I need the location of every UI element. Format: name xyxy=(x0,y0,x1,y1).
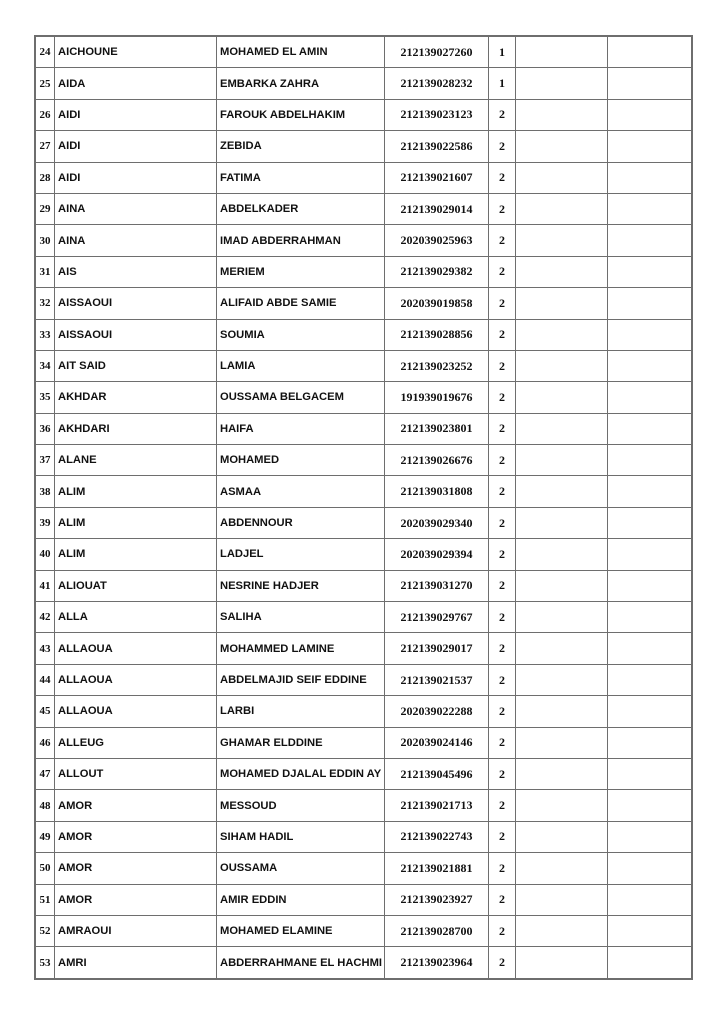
group-cell: 2 xyxy=(489,853,516,884)
empty-cell-1 xyxy=(516,821,608,852)
group-cell: 2 xyxy=(489,131,516,162)
row-number: 46 xyxy=(35,727,55,758)
table-row xyxy=(35,602,692,633)
table-row xyxy=(35,664,692,695)
student-id-cell: 212139023801 xyxy=(385,413,489,444)
table-row xyxy=(35,915,692,946)
table-row xyxy=(35,162,692,193)
empty-cell-2 xyxy=(608,602,693,633)
table-row xyxy=(35,570,692,601)
group-cell: 2 xyxy=(489,225,516,256)
empty-cell-2 xyxy=(608,445,693,476)
table-row xyxy=(35,445,692,476)
empty-cell-2 xyxy=(608,696,693,727)
table-row xyxy=(35,99,692,130)
last-name-cell: AKHDARI xyxy=(55,413,217,444)
table-row xyxy=(35,288,692,319)
group-cell: 2 xyxy=(489,413,516,444)
first-name-cell: ABDENNOUR xyxy=(217,507,385,538)
row-number: 51 xyxy=(35,884,55,915)
first-name-cell: ALIFAID ABDE SAMIE xyxy=(217,288,385,319)
row-number: 42 xyxy=(35,602,55,633)
table-row xyxy=(35,68,692,99)
row-number: 34 xyxy=(35,350,55,381)
row-number: 33 xyxy=(35,319,55,350)
table-row xyxy=(35,790,692,821)
table-row xyxy=(35,413,692,444)
student-id-cell: 202039025963 xyxy=(385,225,489,256)
group-cell: 2 xyxy=(489,256,516,287)
row-number: 40 xyxy=(35,539,55,570)
first-name-cell: MOHAMMED LAMINE xyxy=(217,633,385,664)
first-name-cell: ABDELKADER xyxy=(217,193,385,224)
empty-cell-1 xyxy=(516,350,608,381)
row-number: 41 xyxy=(35,570,55,601)
last-name-cell: ALIM xyxy=(55,507,217,538)
student-id-cell: 212139031808 xyxy=(385,476,489,507)
table-row xyxy=(35,350,692,381)
row-number: 47 xyxy=(35,758,55,789)
student-id-cell: 212139028700 xyxy=(385,915,489,946)
last-name-cell: AINA xyxy=(55,225,217,256)
student-id-cell: 212139022586 xyxy=(385,131,489,162)
student-id-cell: 212139023927 xyxy=(385,884,489,915)
last-name-cell: ALIOUAT xyxy=(55,570,217,601)
empty-cell-1 xyxy=(516,696,608,727)
student-id-cell: 202039019858 xyxy=(385,288,489,319)
empty-cell-2 xyxy=(608,758,693,789)
last-name-cell: AICHOUNE xyxy=(55,36,217,68)
empty-cell-1 xyxy=(516,131,608,162)
group-cell: 2 xyxy=(489,696,516,727)
last-name-cell: AMOR xyxy=(55,790,217,821)
student-id-cell: 212139021607 xyxy=(385,162,489,193)
student-id-cell: 212139029017 xyxy=(385,633,489,664)
row-number: 52 xyxy=(35,915,55,946)
empty-cell-1 xyxy=(516,413,608,444)
group-cell: 2 xyxy=(489,507,516,538)
group-cell: 2 xyxy=(489,476,516,507)
table-row xyxy=(35,225,692,256)
student-id-cell: 212139021881 xyxy=(385,853,489,884)
table-row xyxy=(35,539,692,570)
student-id-cell: 212139031270 xyxy=(385,570,489,601)
first-name-cell: ABDELMAJID SEIF EDDINE xyxy=(217,664,385,695)
row-number: 49 xyxy=(35,821,55,852)
group-cell: 2 xyxy=(489,884,516,915)
row-number: 44 xyxy=(35,664,55,695)
empty-cell-2 xyxy=(608,947,693,979)
last-name-cell: ALLAOUA xyxy=(55,633,217,664)
last-name-cell: AISSAOUI xyxy=(55,288,217,319)
student-id-cell: 212139029014 xyxy=(385,193,489,224)
last-name-cell: AIS xyxy=(55,256,217,287)
empty-cell-2 xyxy=(608,256,693,287)
row-number: 29 xyxy=(35,193,55,224)
row-number: 48 xyxy=(35,790,55,821)
student-id-cell: 202039029394 xyxy=(385,539,489,570)
last-name-cell: AISSAOUI xyxy=(55,319,217,350)
empty-cell-2 xyxy=(608,507,693,538)
group-cell: 1 xyxy=(489,36,516,68)
student-id-cell: 212139028856 xyxy=(385,319,489,350)
last-name-cell: AIDA xyxy=(55,68,217,99)
table-row xyxy=(35,884,692,915)
row-number: 31 xyxy=(35,256,55,287)
first-name-cell: OUSSAMA BELGACEM xyxy=(217,382,385,413)
group-cell: 2 xyxy=(489,602,516,633)
row-number: 50 xyxy=(35,853,55,884)
empty-cell-1 xyxy=(516,288,608,319)
first-name-cell: LADJEL xyxy=(217,539,385,570)
first-name-cell: AMIR EDDIN xyxy=(217,884,385,915)
last-name-cell: AIDI xyxy=(55,162,217,193)
empty-cell-2 xyxy=(608,539,693,570)
row-number: 36 xyxy=(35,413,55,444)
row-number: 35 xyxy=(35,382,55,413)
first-name-cell: EMBARKA ZAHRA xyxy=(217,68,385,99)
student-id-cell: 202039029340 xyxy=(385,507,489,538)
empty-cell-1 xyxy=(516,382,608,413)
empty-cell-2 xyxy=(608,36,693,68)
last-name-cell: AMOR xyxy=(55,853,217,884)
empty-cell-2 xyxy=(608,131,693,162)
table-row xyxy=(35,633,692,664)
table-row xyxy=(35,696,692,727)
last-name-cell: AIT SAID xyxy=(55,350,217,381)
last-name-cell: ALIM xyxy=(55,476,217,507)
group-cell: 2 xyxy=(489,193,516,224)
empty-cell-1 xyxy=(516,319,608,350)
empty-cell-1 xyxy=(516,884,608,915)
last-name-cell: ALLA xyxy=(55,602,217,633)
empty-cell-2 xyxy=(608,193,693,224)
table-row xyxy=(35,727,692,758)
empty-cell-1 xyxy=(516,664,608,695)
empty-cell-2 xyxy=(608,727,693,758)
first-name-cell: NESRINE HADJER xyxy=(217,570,385,601)
table-body xyxy=(35,36,692,979)
group-cell: 2 xyxy=(489,821,516,852)
first-name-cell: HAIFA xyxy=(217,413,385,444)
empty-cell-2 xyxy=(608,382,693,413)
empty-cell-1 xyxy=(516,68,608,99)
group-cell: 2 xyxy=(489,539,516,570)
group-cell: 2 xyxy=(489,947,516,979)
empty-cell-2 xyxy=(608,413,693,444)
last-name-cell: AMRAOUI xyxy=(55,915,217,946)
first-name-cell: ABDERRAHMANE EL HACHMI xyxy=(217,947,385,979)
table-row xyxy=(35,256,692,287)
student-id-cell: 212139028232 xyxy=(385,68,489,99)
group-cell: 2 xyxy=(489,99,516,130)
empty-cell-1 xyxy=(516,193,608,224)
row-number: 26 xyxy=(35,99,55,130)
group-cell: 2 xyxy=(489,790,516,821)
group-cell: 2 xyxy=(489,727,516,758)
table-row xyxy=(35,131,692,162)
last-name-cell: AMRI xyxy=(55,947,217,979)
row-number: 37 xyxy=(35,445,55,476)
table-row xyxy=(35,319,692,350)
empty-cell-1 xyxy=(516,476,608,507)
first-name-cell: ASMAA xyxy=(217,476,385,507)
row-number: 28 xyxy=(35,162,55,193)
student-id-cell: 212139045496 xyxy=(385,758,489,789)
student-list-table xyxy=(34,35,693,980)
first-name-cell: MOHAMED ELAMINE xyxy=(217,915,385,946)
group-cell: 2 xyxy=(489,633,516,664)
last-name-cell: AKHDAR xyxy=(55,382,217,413)
last-name-cell: AINA xyxy=(55,193,217,224)
group-cell: 2 xyxy=(489,445,516,476)
row-number: 45 xyxy=(35,696,55,727)
empty-cell-1 xyxy=(516,99,608,130)
student-id-cell: 212139023252 xyxy=(385,350,489,381)
table-row xyxy=(35,507,692,538)
last-name-cell: ALLAOUA xyxy=(55,664,217,695)
empty-cell-2 xyxy=(608,99,693,130)
first-name-cell: FAROUK ABDELHAKIM xyxy=(217,99,385,130)
empty-cell-2 xyxy=(608,225,693,256)
first-name-cell: LAMIA xyxy=(217,350,385,381)
first-name-cell: MOHAMED xyxy=(217,445,385,476)
first-name-cell: FATIMA xyxy=(217,162,385,193)
group-cell: 2 xyxy=(489,382,516,413)
table-row xyxy=(35,853,692,884)
last-name-cell: ALIM xyxy=(55,539,217,570)
row-number: 39 xyxy=(35,507,55,538)
table-row xyxy=(35,382,692,413)
empty-cell-1 xyxy=(516,36,608,68)
empty-cell-1 xyxy=(516,853,608,884)
empty-cell-2 xyxy=(608,68,693,99)
group-cell: 2 xyxy=(489,288,516,319)
empty-cell-1 xyxy=(516,225,608,256)
last-name-cell: AMOR xyxy=(55,821,217,852)
student-id-cell: 212139021713 xyxy=(385,790,489,821)
empty-cell-1 xyxy=(516,507,608,538)
empty-cell-1 xyxy=(516,947,608,979)
student-id-cell: 212139023964 xyxy=(385,947,489,979)
first-name-cell: MESSOUD xyxy=(217,790,385,821)
group-cell: 2 xyxy=(489,319,516,350)
empty-cell-1 xyxy=(516,790,608,821)
empty-cell-1 xyxy=(516,445,608,476)
empty-cell-1 xyxy=(516,633,608,664)
student-id-cell: 212139021537 xyxy=(385,664,489,695)
first-name-cell: MERIEM xyxy=(217,256,385,287)
group-cell: 2 xyxy=(489,664,516,695)
empty-cell-2 xyxy=(608,319,693,350)
first-name-cell: GHAMAR ELDDINE xyxy=(217,727,385,758)
empty-cell-1 xyxy=(516,602,608,633)
table-row xyxy=(35,476,692,507)
table-row xyxy=(35,821,692,852)
student-id-cell: 191939019676 xyxy=(385,382,489,413)
row-number: 38 xyxy=(35,476,55,507)
row-number: 43 xyxy=(35,633,55,664)
row-number: 25 xyxy=(35,68,55,99)
first-name-cell: IMAD ABDERRAHMAN xyxy=(217,225,385,256)
group-cell: 2 xyxy=(489,570,516,601)
empty-cell-1 xyxy=(516,915,608,946)
group-cell: 1 xyxy=(489,68,516,99)
empty-cell-2 xyxy=(608,476,693,507)
first-name-cell: SIHAM HADIL xyxy=(217,821,385,852)
empty-cell-2 xyxy=(608,288,693,319)
student-id-cell: 212139029767 xyxy=(385,602,489,633)
last-name-cell: AMOR xyxy=(55,884,217,915)
group-cell: 2 xyxy=(489,350,516,381)
empty-cell-2 xyxy=(608,664,693,695)
row-number: 32 xyxy=(35,288,55,319)
student-id-cell: 212139023123 xyxy=(385,99,489,130)
empty-cell-2 xyxy=(608,570,693,601)
empty-cell-1 xyxy=(516,570,608,601)
student-id-cell: 212139026676 xyxy=(385,445,489,476)
last-name-cell: ALLOUT xyxy=(55,758,217,789)
empty-cell-2 xyxy=(608,633,693,664)
last-name-cell: ALLAOUA xyxy=(55,696,217,727)
table-row xyxy=(35,36,692,68)
last-name-cell: AIDI xyxy=(55,99,217,130)
first-name-cell: SOUMIA xyxy=(217,319,385,350)
row-number: 24 xyxy=(35,36,55,68)
last-name-cell: AIDI xyxy=(55,131,217,162)
group-cell: 2 xyxy=(489,758,516,789)
empty-cell-2 xyxy=(608,853,693,884)
row-number: 27 xyxy=(35,131,55,162)
empty-cell-1 xyxy=(516,539,608,570)
table-row xyxy=(35,947,692,979)
first-name-cell: ZEBIDA xyxy=(217,131,385,162)
empty-cell-1 xyxy=(516,758,608,789)
student-id-cell: 212139027260 xyxy=(385,36,489,68)
empty-cell-1 xyxy=(516,727,608,758)
empty-cell-2 xyxy=(608,915,693,946)
first-name-cell: MOHAMED DJALAL EDDIN AY xyxy=(217,758,385,789)
table-row xyxy=(35,758,692,789)
student-id-cell: 202039022288 xyxy=(385,696,489,727)
first-name-cell: OUSSAMA xyxy=(217,853,385,884)
empty-cell-2 xyxy=(608,821,693,852)
row-number: 53 xyxy=(35,947,55,979)
first-name-cell: LARBI xyxy=(217,696,385,727)
group-cell: 2 xyxy=(489,162,516,193)
empty-cell-2 xyxy=(608,884,693,915)
student-id-cell: 202039024146 xyxy=(385,727,489,758)
first-name-cell: SALIHA xyxy=(217,602,385,633)
empty-cell-2 xyxy=(608,350,693,381)
first-name-cell: MOHAMED EL AMIN xyxy=(217,36,385,68)
empty-cell-2 xyxy=(608,790,693,821)
last-name-cell: ALLEUG xyxy=(55,727,217,758)
empty-cell-1 xyxy=(516,162,608,193)
row-number: 30 xyxy=(35,225,55,256)
table-row xyxy=(35,193,692,224)
group-cell: 2 xyxy=(489,915,516,946)
student-id-cell: 212139029382 xyxy=(385,256,489,287)
last-name-cell: ALANE xyxy=(55,445,217,476)
student-id-cell: 212139022743 xyxy=(385,821,489,852)
empty-cell-1 xyxy=(516,256,608,287)
empty-cell-2 xyxy=(608,162,693,193)
